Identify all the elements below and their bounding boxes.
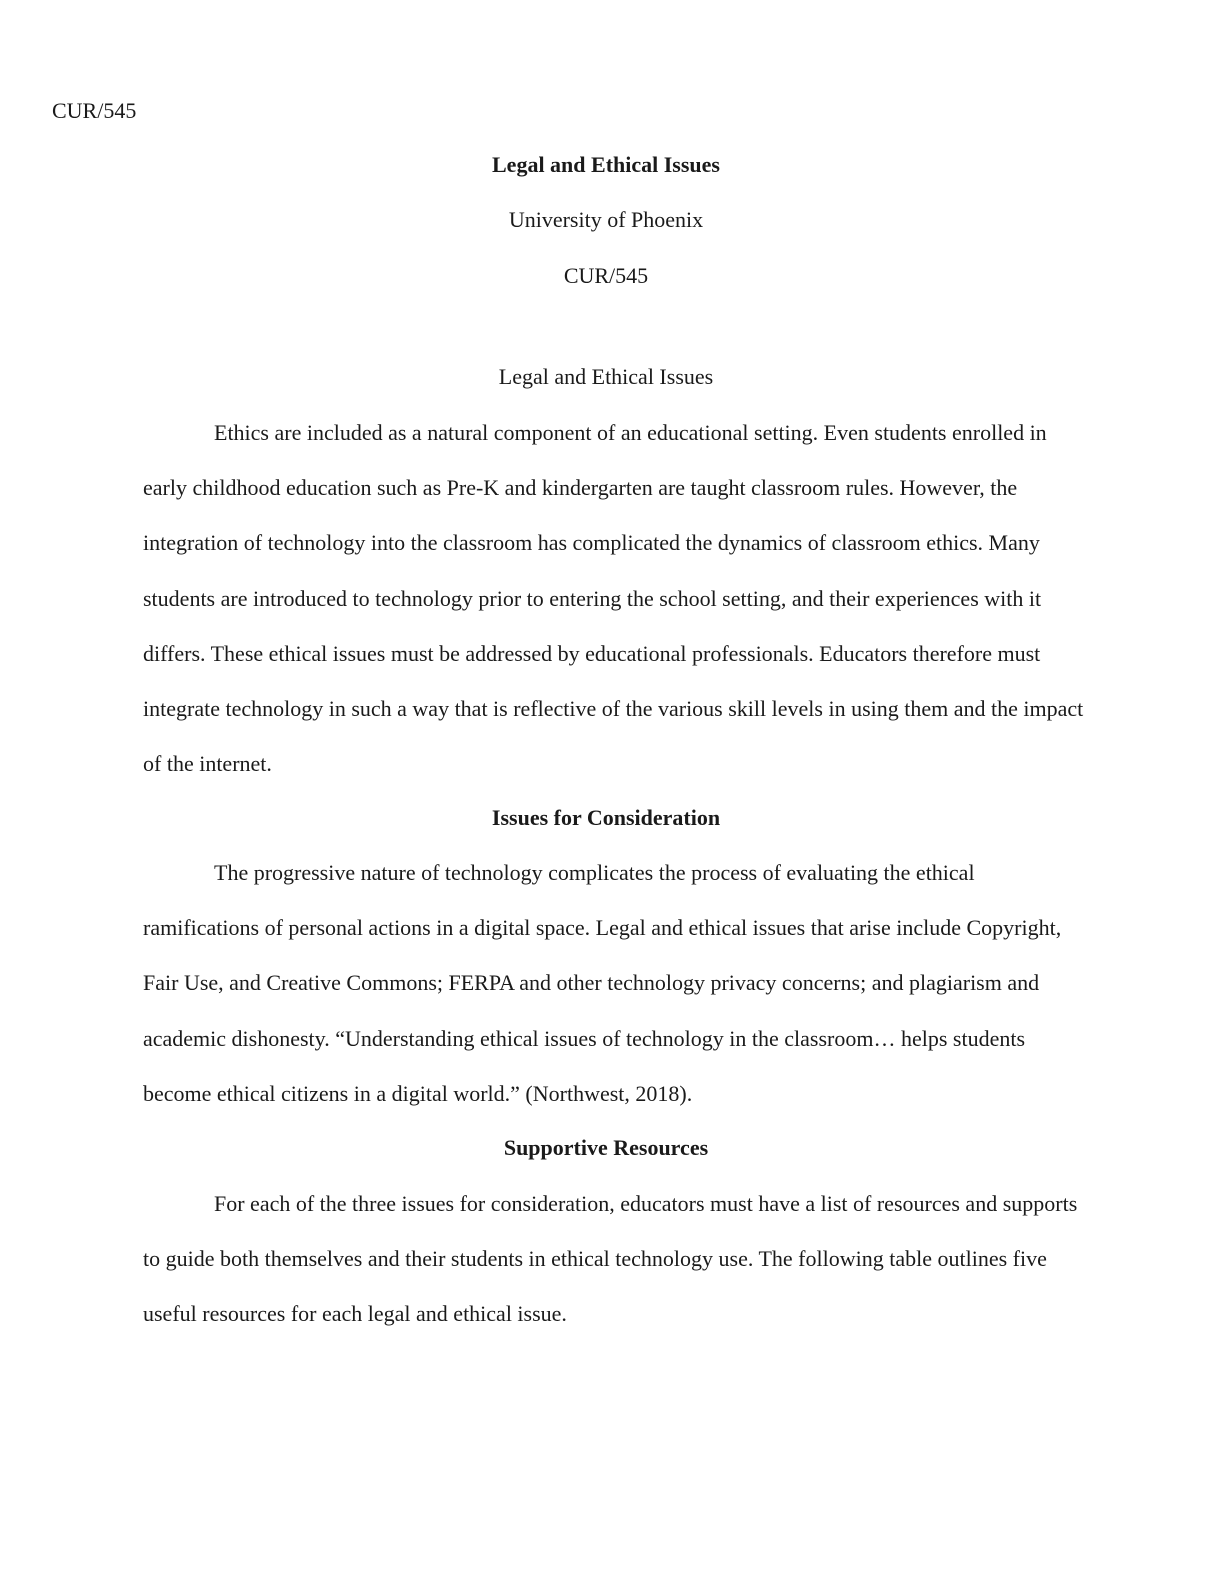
title: Legal and Ethical Issues	[492, 152, 720, 177]
running-head: CUR/545	[52, 98, 137, 123]
issues-paragraph: The progressive nature of technology complicates the process of evaluating the ethical ramifications of personal actions in a digital space. Legal and ethical issues that arise include Copyright, Fair Use, and Creative Commons; FERPA and other technology privacy concerns; and plagiarism and academic dishonesty. “Understanding ethical issues of technology in the classroom… helps students become ethical citizens in a digital world.” (Northwest, 2018).	[143, 860, 1062, 1106]
course-code: CUR/545	[563, 263, 649, 288]
section-heading-issues: Issues for Consideration	[491, 805, 721, 830]
institution: University of Phoenix	[508, 207, 704, 232]
main-heading: Legal and Ethical Issues	[498, 364, 714, 389]
section-heading-resources: Supportive Resources	[503, 1135, 709, 1160]
resources-paragraph: For each of the three issues for consideration, educators must have a list of resources and supports to guide both themselves and their students in ethical technology use. The following table outlines five useful resources for each legal and ethical issue.	[143, 1191, 1078, 1327]
intro-paragraph: Ethics are included as a natural component of an educational setting. Even students enrolled in early childhood education such as Pre-K and kindergarten are taught classroom rules. However, the integration of technology into the classroom has complicated the dynamics of classroom ethics. Many students are introduced to technology prior to entering the school setting, and their experiences with it differs. These ethical issues must be addressed by educational professionals. Educators therefore must integrate technology in such a way that is reflective of the various skill levels in using them and the impact of the internet.	[143, 420, 1084, 777]
